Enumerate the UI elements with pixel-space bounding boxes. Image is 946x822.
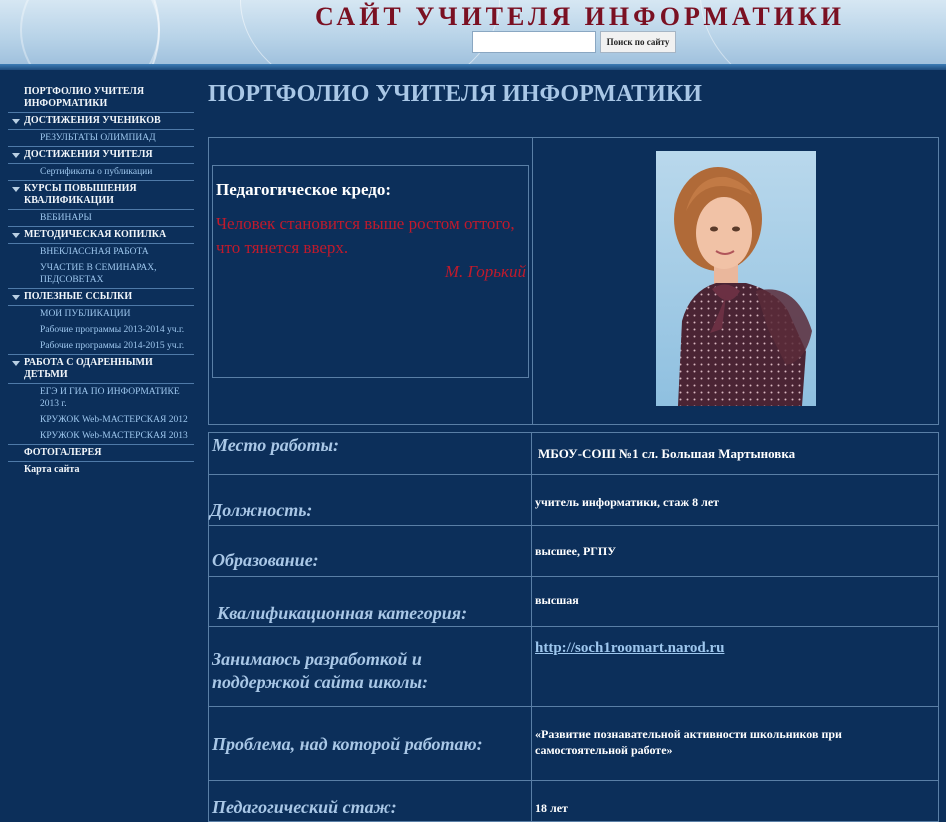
sidebar-item-label: РАБОТА С ОДАРЕННЫМИ ДЕТЬМИ (24, 357, 153, 380)
credo-quote: Человек становится выше ростом оттого, что тянется вверх. (216, 214, 515, 257)
table-row-label: Место работы: (212, 435, 339, 455)
sidebar-item-courses[interactable] (8, 181, 194, 210)
triangle-down-icon (8, 357, 24, 366)
credo-heading: Педагогическое кредо: (216, 180, 392, 199)
table-row-label: Проблема, над которой работаю: (212, 734, 483, 754)
triangle-down-icon (8, 229, 24, 238)
table-row-value: высшая (535, 593, 579, 607)
table-row-divider (208, 780, 939, 781)
sidebar-subitem-webinars[interactable]: ВЕБИНАРЫ (8, 210, 194, 227)
header-decoration (20, 0, 160, 68)
sidebar-item-label: ПОЛЕЗНЫЕ ССЫЛКИ (24, 291, 133, 302)
sidebar-item-methodology[interactable] (8, 227, 194, 244)
sidebar-item-portfolio[interactable] (8, 84, 194, 113)
sidebar-item-gifted-children[interactable] (8, 355, 194, 384)
search-button[interactable]: Поиск по сайту (600, 31, 676, 53)
sidebar-subitem-extracurricular[interactable]: ВНЕКЛАССНАЯ РАБОТА (40, 247, 149, 257)
sidebar-subitem-publications[interactable]: МОИ ПУБЛИКАЦИИ (40, 309, 131, 319)
header-divider (0, 64, 946, 70)
table-row-divider (208, 626, 939, 627)
triangle-down-icon (8, 149, 24, 158)
table-row-value: учитель информатики, стаж 8 лет (535, 495, 720, 509)
sidebar-item-label: Карта сайта (24, 464, 80, 475)
table-row-label: Педагогический стаж: (212, 797, 397, 817)
table-row-label: Должность: (210, 500, 313, 520)
sidebar-subitem-seminars[interactable]: УЧАСТИЕ В СЕМИНАРАХ, ПЕДСОВЕТАХ (8, 260, 194, 289)
search-input[interactable] (472, 31, 596, 53)
sidebar-subitem-programs-2013[interactable]: Рабочие программы 2013-2014 уч.г. (40, 325, 185, 335)
table-row-divider (208, 525, 939, 526)
table-row-value: МБОУ-СОШ №1 сл. Большая Мартыновка (538, 446, 796, 461)
sidebar-item-sitemap[interactable] (8, 462, 194, 478)
sidebar-subitem-olympiad[interactable]: РЕЗУЛЬТАТЫ ОЛИМПИАД (8, 130, 194, 147)
table-row-label: Занимаюсь разработкой и поддержкой сайта школы: (212, 649, 428, 692)
sidebar-subitem-club-2012[interactable]: КРУЖОК Web-МАСТЕРСКАЯ 2012 (40, 415, 188, 425)
sidebar-item-label: ПОРТФОЛИО УЧИТЕЛЯ ИНФОРМАТИКИ (24, 86, 145, 109)
table-divider (532, 137, 533, 425)
table-row-label: Образование: (212, 550, 319, 570)
credo-author: М. Горький (444, 262, 526, 281)
table-row-divider (208, 576, 939, 577)
table-row-value: «Развитие познавательной активности школьников при самостоятельной работе» (535, 727, 842, 757)
sidebar-item-gallery[interactable] (8, 445, 194, 462)
sidebar-item-label: МЕТОДИЧЕСКАЯ КОПИЛКА (24, 229, 167, 240)
table-row-divider (208, 706, 939, 707)
triangle-down-icon (8, 291, 24, 300)
table-row-value: 18 лет (535, 801, 568, 815)
sidebar-item-label: ДОСТИЖЕНИЯ УЧИТЕЛЯ (24, 149, 153, 160)
triangle-down-icon (8, 183, 24, 192)
sidebar-subitem-certificates[interactable]: Сертификаты о публикации (8, 164, 194, 181)
table-row-label: Квалификационная категория: (217, 603, 468, 623)
school-site-link[interactable]: http://soch1roomart.narod.ru (535, 640, 725, 656)
sidebar-subitem-club-2013[interactable]: КРУЖОК Web-МАСТЕРСКАЯ 2013 (8, 428, 194, 445)
sidebar-subitem-exams[interactable]: ЕГЭ И ГИА ПО ИНФОРМАТИКЕ 2013 г. (40, 387, 180, 409)
sidebar-item-useful-links[interactable] (8, 289, 194, 306)
page-title: ПОРТФОЛИО УЧИТЕЛЯ ИНФОРМАТИКИ (208, 81, 702, 107)
triangle-down-icon (8, 115, 24, 124)
table-row-value: высшее, РГПУ (535, 544, 617, 558)
sidebar-subitem-programs-2014[interactable]: Рабочие программы 2014-2015 уч.г. (8, 338, 194, 355)
sidebar-nav (8, 84, 194, 478)
sidebar-item-label: КУРСЫ ПОВЫШЕНИЯ КВАЛИФИКАЦИИ (24, 183, 137, 206)
table-divider (531, 432, 532, 822)
sidebar-item-label: ДОСТИЖЕНИЯ УЧЕНИКОВ (24, 115, 161, 126)
sidebar-item-label: ФОТОГАЛЕРЕЯ (24, 447, 102, 458)
site-title: САЙТ УЧИТЕЛЯ ИНФОРМАТИКИ (314, 2, 846, 31)
teacher-portrait (656, 151, 816, 406)
table-row-divider (208, 474, 939, 475)
sidebar-item-student-achievements[interactable] (8, 113, 194, 130)
sidebar-item-teacher-achievements[interactable] (8, 147, 194, 164)
site-header (0, 0, 946, 68)
info-table (208, 432, 939, 822)
